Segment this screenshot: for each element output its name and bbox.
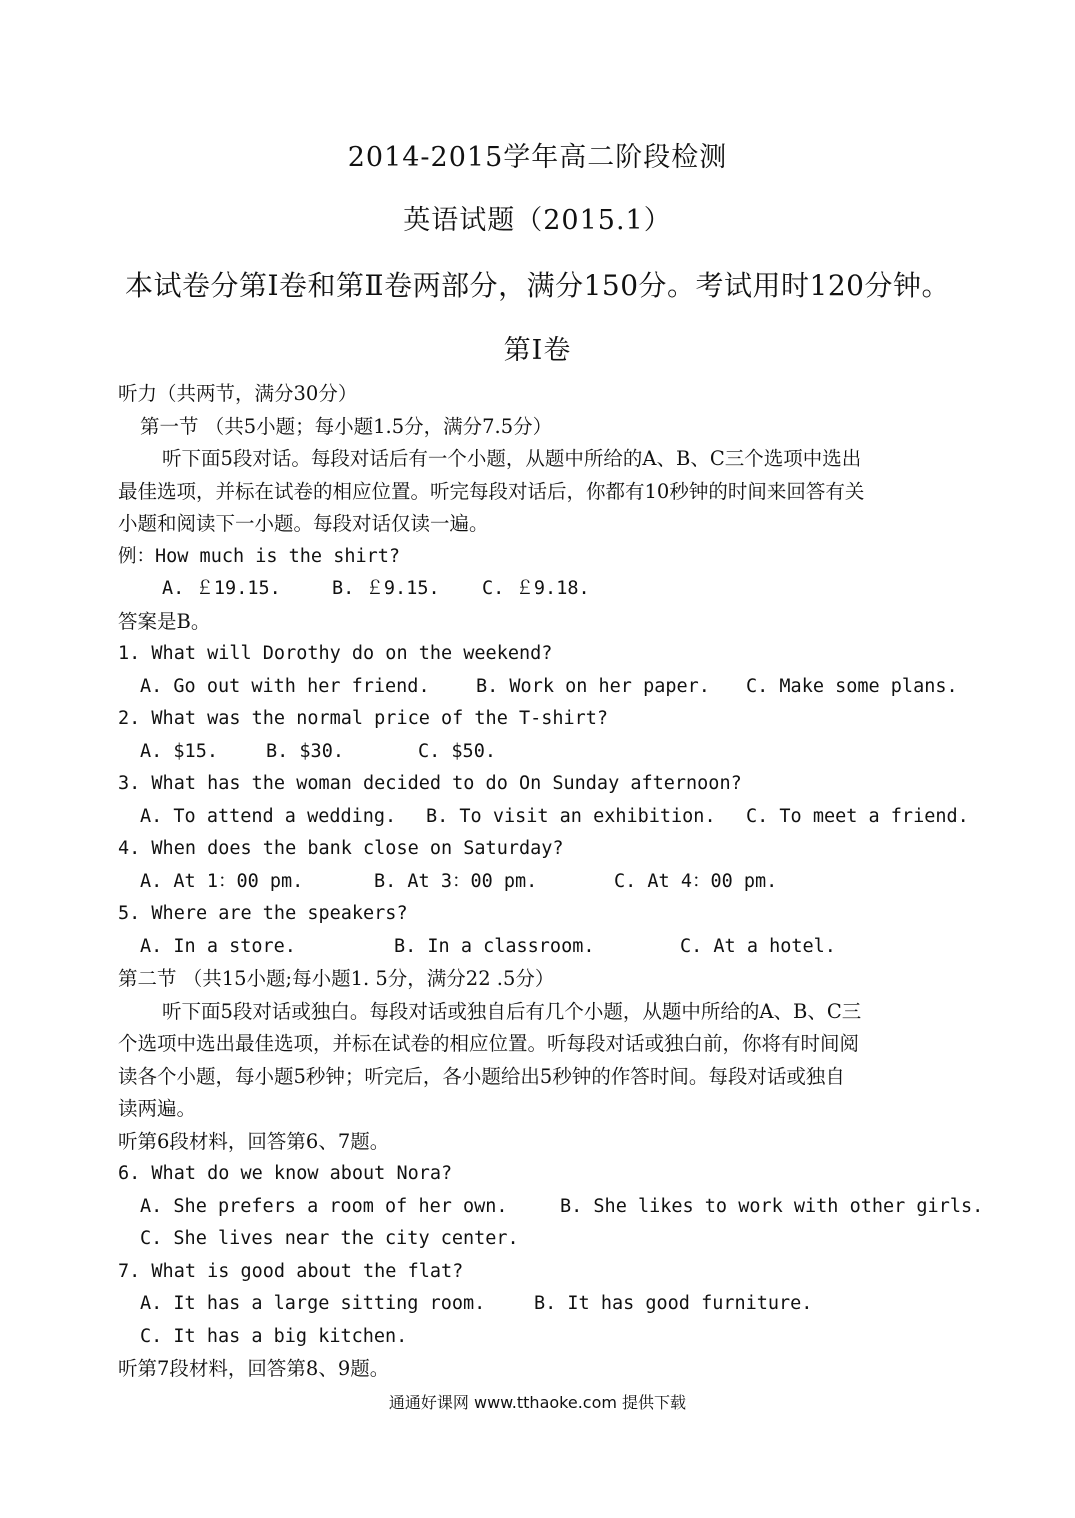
q3-option-b: B. To visit an exhibition. — [426, 805, 716, 827]
question-2: 2. What was the normal price of the T-shirt? — [118, 708, 609, 729]
question-1: 1. What will Dorothy do on the weekend? — [118, 643, 553, 664]
example-option-b: B. ￡9.15. — [332, 578, 440, 599]
footer-download-note: 通通好课网 www.tthaoke.com 提供下载 — [388, 1393, 687, 1412]
q1-option-a: A. Go out with her friend. — [140, 675, 430, 697]
section1-instructions-2: 最佳选项，并标在试卷的相应位置。听完每段对话后，你都有10秒钟的时间来回答有关 — [118, 479, 865, 503]
question-7-options-row1 — [118, 1288, 968, 1321]
section2-heading: 第二节 （共15小题;每小题1. 5分，满分22 .5分） — [118, 967, 555, 990]
q1-option-c: C. Make some plans. — [746, 675, 958, 697]
q7-option-a: A. It has a large sitting room. — [140, 1293, 486, 1314]
question-3-options — [118, 801, 968, 834]
section2-instructions-3: 读各个小题，每小题5秒钟；听完后，各小题给出5秒钟的作答时间。每段对话或独自 — [118, 1064, 845, 1088]
section2-instructions-1: 听下面5段对话或独白。每段对话或独自后有几个小题，从题中所给的A、B、C三 — [162, 999, 862, 1023]
q6-option-c: C. She lives near the city center. — [140, 1228, 519, 1249]
q5-option-a: A. In a store. — [140, 935, 296, 957]
q4-option-a: A. At 1：00 pm. — [140, 870, 304, 892]
example-answer: 答案是B。 — [118, 609, 211, 633]
q6-option-b: B. She likes to work with other girls. — [560, 1195, 984, 1217]
exam-subtitle: 英语试题（2015.1） — [403, 205, 672, 236]
question-5-options — [118, 931, 968, 964]
exam-note: 本试卷分第Ⅰ卷和第Ⅱ卷两部分，满分150分。考试用时120分钟。 — [125, 269, 950, 302]
question-6-options-row1 — [118, 1191, 984, 1224]
q2-option-b: B. $30. — [266, 740, 344, 762]
example-question: 例：How much is the shirt? — [118, 545, 401, 567]
question-7: 7. What is good about the flat? — [118, 1260, 464, 1282]
question-3: 3. What has the woman decided to do On Sunday afternoon? — [118, 773, 742, 794]
question-6-options-row2 — [118, 1223, 968, 1256]
question-4-options — [118, 866, 968, 899]
q6-option-a: A. She prefers a room of her own. — [140, 1195, 508, 1217]
section1-heading: 第一节 （共5小题；每小题1.5分，满分7.5分） — [140, 414, 553, 438]
exam-content — [118, 378, 984, 1386]
question-1-options — [118, 671, 968, 704]
q5-option-b: B. In a classroom. — [394, 935, 595, 957]
material-7-heading: 听第7段材料，回答第8、9题。 — [118, 1357, 390, 1380]
section1-instructions-3: 小题和阅读下一小题。每段对话仅读一遍。 — [118, 512, 489, 535]
q2-option-a: A. $15. — [140, 740, 218, 762]
q4-option-c: C. At 4：00 pm. — [614, 870, 778, 892]
question-2-options — [118, 736, 968, 769]
question-4: 4. When does the bank close on Saturday? — [118, 838, 564, 859]
material-6-heading: 听第6段材料，回答第6、7题。 — [118, 1129, 390, 1153]
question-5: 5. Where are the speakers? — [118, 903, 408, 924]
q7-option-c: C. It has a big kitchen. — [140, 1325, 408, 1347]
question-7-options-row2 — [118, 1321, 968, 1354]
section1-instructions-1: 听下面5段对话。每段对话后有一个小题，从题中所给的A、B、C三个选项中选出 — [162, 447, 862, 470]
example-options — [118, 573, 968, 606]
listening-heading: 听力（共两节，满分30分） — [118, 382, 358, 405]
q2-option-c: C. $50. — [418, 740, 496, 762]
q4-option-b: B. At 3：00 pm. — [374, 870, 538, 892]
q1-option-b: B. Work on her paper. — [476, 675, 710, 697]
exam-title: 2014-2015学年高二阶段检测 — [347, 142, 728, 173]
section2-instructions-4: 读两遍。 — [118, 1097, 197, 1120]
section2-instructions-2: 个选项中选出最佳选项，并标在试卷的相应位置。听每段对话或独白前，你将有时间阅 — [118, 1032, 860, 1055]
q3-option-c: C. To meet a friend. — [746, 805, 969, 827]
example-option-c: C. ￡9.18. — [482, 578, 590, 599]
question-6: 6. What do we know about Nora? — [118, 1163, 453, 1184]
q7-option-b: B. It has good furniture. — [534, 1293, 813, 1314]
q3-option-a: A. To attend a wedding. — [140, 805, 397, 827]
example-option-a: A. ￡19.15. — [162, 578, 281, 599]
q5-option-c: C. At a hotel. — [680, 935, 836, 957]
volume-heading: 第Ⅰ卷 — [503, 335, 572, 366]
